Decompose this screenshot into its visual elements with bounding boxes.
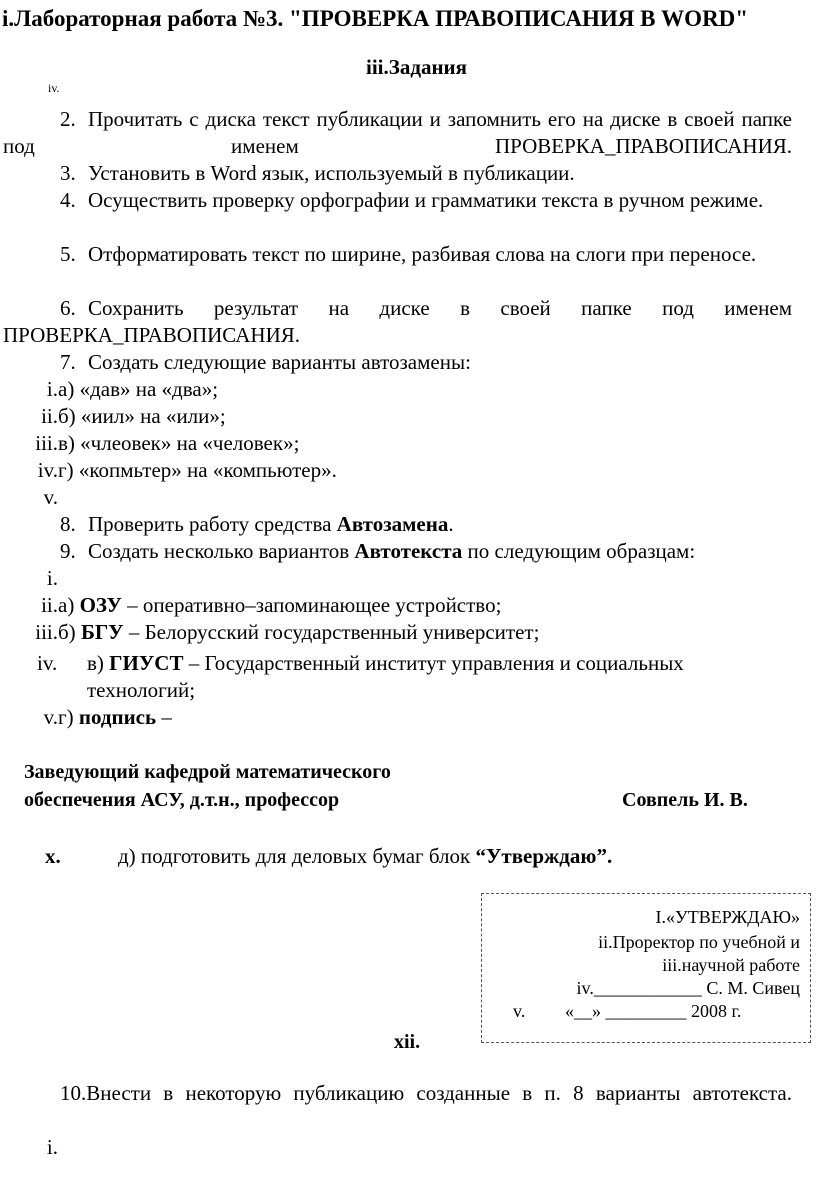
approve-line-2: ii.Проректор по учебной и bbox=[598, 932, 800, 952]
task-5 bbox=[3, 241, 792, 268]
signature-position-line1: Заведующий кафедрой математического bbox=[24, 761, 391, 783]
task-text: Осуществить проверку орфографии и грамматики текста в ручном режиме. bbox=[88, 188, 764, 212]
autocorrect-item: iii.в) «члеовек» на «человек»; bbox=[35, 431, 300, 455]
task-number: 4. bbox=[60, 188, 76, 212]
list-marker: i. bbox=[46, 566, 58, 590]
task-text: Внести в некоторую публикацию созданные в п. 8 варианты автотекста. bbox=[86, 1081, 792, 1105]
task-number: 6. bbox=[60, 296, 76, 320]
task-number: 2. bbox=[60, 107, 76, 131]
task-6 bbox=[3, 295, 792, 349]
task-number: 5. bbox=[60, 242, 76, 266]
autotext-item: ii.а) ОЗУ – оперативно–запоминающее устройство; bbox=[41, 593, 502, 617]
approve-block bbox=[481, 893, 811, 1043]
autocorrect-item: i.а) «дав» на «два»; bbox=[46, 377, 219, 401]
task-number: 10. bbox=[60, 1081, 87, 1105]
task-3 bbox=[3, 160, 792, 187]
task-number: 9. bbox=[60, 539, 76, 563]
task-text: Установить в Word язык, используемый в публикации. bbox=[88, 161, 575, 185]
approve-line-5: v. «__» _________ 2008 г. bbox=[513, 1001, 742, 1021]
task-number: 3. bbox=[60, 161, 76, 185]
task-8: 8. Проверить работу средства Автозамена. bbox=[60, 512, 454, 536]
list-marker: i. bbox=[46, 1135, 58, 1159]
approve-line-3: iii.научной работе bbox=[662, 955, 800, 975]
task-text: Создать следующие варианты автозамены: bbox=[88, 350, 471, 374]
signature-name: Совпель И. В. bbox=[622, 789, 748, 811]
task-number: 8. bbox=[60, 512, 76, 536]
autocorrect-item: iv.г) «копмьтер» на «компьютер». bbox=[37, 458, 337, 482]
autocorrect-item: ii.б) «иил» на «или»; bbox=[41, 404, 226, 428]
task-text: Отформатировать текст по ширине, разбивая слова на слоги при переносе. bbox=[88, 242, 757, 266]
task-text: Сохранить результат на диске в своей папке под именем ПРОВЕРКА_ПРАВОПИСАНИЯ. bbox=[3, 296, 792, 347]
autotext-item: iv. в) ГИУСТ – Государственный институт управления и социальных bbox=[37, 651, 684, 675]
autotext-item: iii.б) БГУ – Белорусский государственный университет; bbox=[35, 620, 540, 644]
task-7 bbox=[3, 349, 792, 376]
section-heading: iii.Задания bbox=[366, 55, 468, 79]
task-number: 7. bbox=[60, 350, 76, 374]
list-marker: xii. bbox=[394, 1031, 421, 1053]
task-4 bbox=[3, 187, 792, 214]
autotext-item-continuation: технологий; bbox=[87, 678, 196, 702]
task-9: 9. Создать несколько вариантов Автотекста по следующим образцам: bbox=[60, 539, 696, 563]
document-title: i.Лабораторная работа №3. "ПРОВЕРКА ПРАВОПИСАНИЯ В WORD" bbox=[2, 6, 749, 31]
list-marker: v. bbox=[43, 485, 58, 509]
autotext-item: v.г) подпись – bbox=[43, 705, 172, 729]
approve-line-4: iv.____________ С. М. Сивец bbox=[576, 978, 800, 998]
list-marker: iv. bbox=[48, 81, 60, 95]
task-text: Прочитать с диска текст публикации и запомнить его на диске в своей папке под именем ПРОВЕРКА_ПРАВОПИСАНИЯ. bbox=[3, 107, 792, 158]
signature-position-line2: обеспечения АСУ, д.т.н., профессор bbox=[24, 789, 340, 811]
task-10 bbox=[3, 1080, 792, 1107]
approve-line-1: I.«УТВЕРЖДАЮ» bbox=[655, 907, 800, 927]
task-2 bbox=[3, 106, 792, 160]
approve-task: x. д) подготовить для деловых бумаг блок “Утверждаю”. bbox=[45, 844, 613, 868]
